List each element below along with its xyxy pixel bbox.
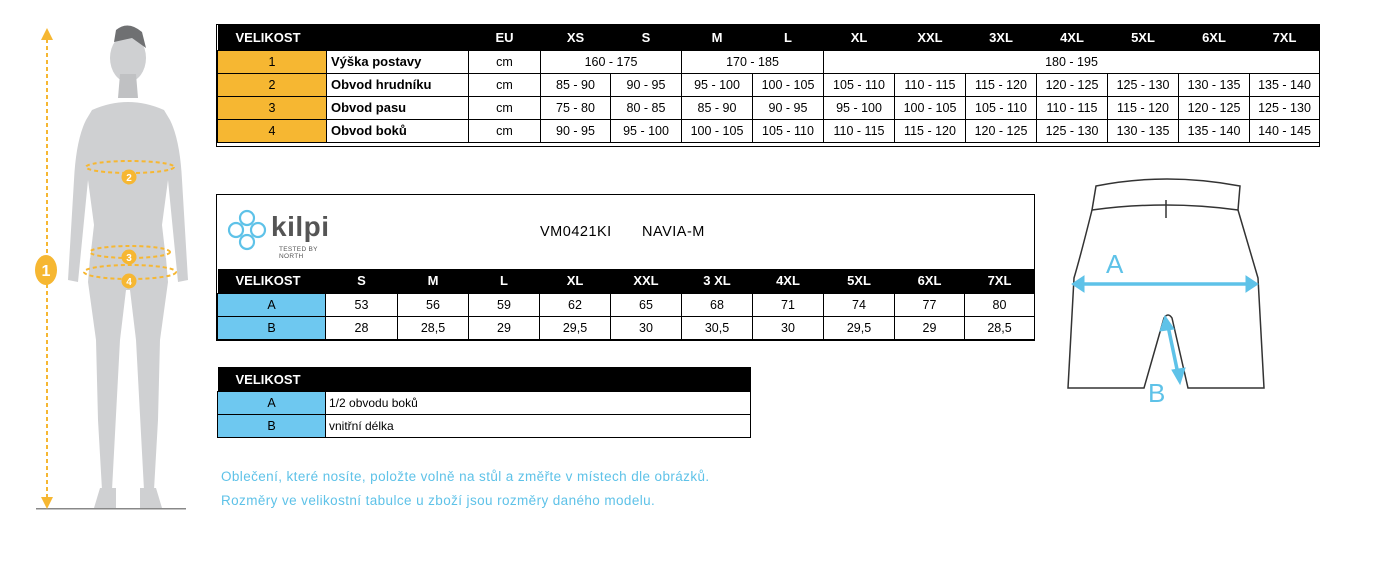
table-cell: 30 bbox=[611, 316, 682, 339]
header-size: M bbox=[398, 269, 469, 293]
marker-4 bbox=[122, 274, 137, 289]
row-label: B bbox=[218, 415, 326, 438]
size-table-header bbox=[218, 25, 1320, 50]
product-name: NAVIA-M bbox=[642, 224, 705, 240]
table-cell: 95 - 100 bbox=[682, 73, 753, 96]
header-size-3xl: 3XL bbox=[966, 25, 1037, 50]
table-cell: 56 bbox=[398, 293, 469, 316]
table-cell: 85 - 90 bbox=[541, 73, 611, 96]
table-cell: 110 - 115 bbox=[1037, 96, 1108, 119]
row-number: 1 bbox=[218, 50, 327, 73]
table-cell: 100 - 105 bbox=[895, 96, 966, 119]
header-velikost: VELIKOST bbox=[218, 269, 326, 293]
table-cell: 65 bbox=[611, 293, 682, 316]
shorts-diagram bbox=[1060, 178, 1270, 408]
header-size: 6XL bbox=[895, 269, 965, 293]
header-size: XXL bbox=[611, 269, 682, 293]
table-cell: 135 - 140 bbox=[1250, 73, 1320, 96]
row-unit: cm bbox=[469, 73, 541, 96]
table-cell: 130 - 135 bbox=[1179, 73, 1250, 96]
table-cell: 120 - 125 bbox=[966, 119, 1037, 142]
table-cell: 59 bbox=[469, 293, 540, 316]
product-size-table bbox=[217, 269, 1035, 340]
table-cell: 125 - 130 bbox=[1250, 96, 1320, 119]
header-size-xs: XS bbox=[541, 25, 611, 50]
table-cell: 120 - 125 bbox=[1179, 96, 1250, 119]
table-cell: 74 bbox=[824, 293, 895, 316]
table-cell: 110 - 115 bbox=[824, 119, 895, 142]
table-cell: 53 bbox=[326, 293, 398, 316]
table-cell: 100 - 105 bbox=[753, 73, 824, 96]
table-cell: 115 - 120 bbox=[966, 73, 1037, 96]
row-label: Obvod hrudníku bbox=[327, 73, 469, 96]
header-size-l: L bbox=[753, 25, 824, 50]
marker-2 bbox=[122, 170, 137, 185]
table-cell: 170 - 185 bbox=[682, 50, 824, 73]
row-unit: cm bbox=[469, 50, 541, 73]
table-cell: 120 - 125 bbox=[1037, 73, 1108, 96]
row-unit: cm bbox=[469, 119, 541, 142]
header-size-7xl: 7XL bbox=[1250, 25, 1320, 50]
product-code: VM0421KI bbox=[540, 224, 612, 240]
legend-table bbox=[217, 367, 751, 438]
row-label: B bbox=[218, 316, 326, 339]
header-size-4xl: 4XL bbox=[1037, 25, 1108, 50]
table-cell: 95 - 100 bbox=[611, 119, 682, 142]
table-cell: 90 - 95 bbox=[611, 73, 682, 96]
table-row bbox=[218, 96, 1320, 119]
body-measurement-figure bbox=[20, 20, 200, 515]
table-cell: 125 - 130 bbox=[1108, 73, 1179, 96]
header-size: 4XL bbox=[753, 269, 824, 293]
table-cell: 80 - 85 bbox=[611, 96, 682, 119]
header-velikost: VELIKOST bbox=[218, 25, 327, 50]
size-table bbox=[217, 25, 1320, 143]
row-label: A bbox=[218, 293, 326, 316]
table-cell: 115 - 120 bbox=[895, 119, 966, 142]
row-description: 1/2 obvodu boků bbox=[326, 392, 751, 415]
marker-4-label: 4 bbox=[126, 277, 132, 288]
shorts-label-a: A bbox=[1106, 249, 1124, 279]
table-cell: 77 bbox=[895, 293, 965, 316]
table-cell: 140 - 145 bbox=[1250, 119, 1320, 142]
kilpi-logo bbox=[225, 205, 335, 259]
brand-name: kilpi bbox=[271, 211, 330, 242]
table-cell: 90 - 95 bbox=[753, 96, 824, 119]
header-size: L bbox=[469, 269, 540, 293]
table-cell: 105 - 110 bbox=[753, 119, 824, 142]
table-cell: 160 - 175 bbox=[541, 50, 682, 73]
table-cell: 30 bbox=[753, 316, 824, 339]
table-cell: 105 - 110 bbox=[824, 73, 895, 96]
marker-3-label: 3 bbox=[126, 253, 132, 264]
note-line-2: Rozměry ve velikostní tabulce u zboží jsou rozměry daného modelu. bbox=[221, 493, 656, 508]
table-row bbox=[218, 73, 1320, 96]
row-label: Obvod pasu bbox=[327, 96, 469, 119]
marker-2-label: 2 bbox=[126, 173, 132, 184]
table-cell: 28,5 bbox=[398, 316, 469, 339]
row-number: 4 bbox=[218, 119, 327, 142]
table-cell: 62 bbox=[540, 293, 611, 316]
header-size: 5XL bbox=[824, 269, 895, 293]
header-size-xxl: XXL bbox=[895, 25, 966, 50]
note-line-1: Oblečení, které nosíte, položte volně na stůl a změřte v místech dle obrázků. bbox=[221, 469, 710, 484]
brand-tagline: TESTED BY NORTH bbox=[279, 246, 318, 260]
header-size-m: M bbox=[682, 25, 753, 50]
header-velikost: VELIKOST bbox=[218, 367, 751, 392]
marker-1 bbox=[35, 255, 57, 285]
table-cell: 29,5 bbox=[824, 316, 895, 339]
header-eu: EU bbox=[469, 25, 541, 50]
table-row bbox=[218, 293, 1035, 316]
marker-1-label: 1 bbox=[41, 263, 51, 280]
table-cell: 28,5 bbox=[965, 316, 1035, 339]
table-cell: 105 - 110 bbox=[966, 96, 1037, 119]
table-row bbox=[218, 316, 1035, 339]
table-cell: 90 - 95 bbox=[541, 119, 611, 142]
table-cell: 95 - 100 bbox=[824, 96, 895, 119]
table-row bbox=[218, 119, 1320, 142]
header-size-s: S bbox=[611, 25, 682, 50]
shorts-label-b: B bbox=[1148, 378, 1166, 408]
header-blank bbox=[327, 25, 469, 50]
table-row bbox=[218, 415, 751, 438]
table-cell: 68 bbox=[682, 293, 753, 316]
table-cell: 80 bbox=[965, 293, 1035, 316]
header-size-xl: XL bbox=[824, 25, 895, 50]
header-size-5xl: 5XL bbox=[1108, 25, 1179, 50]
table-cell: 71 bbox=[753, 293, 824, 316]
table-cell: 29 bbox=[469, 316, 540, 339]
table-cell: 75 - 80 bbox=[541, 96, 611, 119]
table-cell: 28 bbox=[326, 316, 398, 339]
table-cell: 115 - 120 bbox=[1108, 96, 1179, 119]
legend-table-header bbox=[218, 367, 751, 392]
row-label: A bbox=[218, 392, 326, 415]
row-label: Obvod boků bbox=[327, 119, 469, 142]
table-cell: 110 - 115 bbox=[895, 73, 966, 96]
row-number: 3 bbox=[218, 96, 327, 119]
table-cell: 100 - 105 bbox=[682, 119, 753, 142]
marker-3 bbox=[122, 250, 137, 265]
table-row bbox=[218, 50, 1320, 73]
row-unit: cm bbox=[469, 96, 541, 119]
header-size: 7XL bbox=[965, 269, 1035, 293]
table-cell: 30,5 bbox=[682, 316, 753, 339]
knot-icon bbox=[225, 207, 269, 253]
table-cell: 85 - 90 bbox=[682, 96, 753, 119]
table-cell: 29,5 bbox=[540, 316, 611, 339]
product-table-header bbox=[218, 269, 1035, 293]
header-size-6xl: 6XL bbox=[1179, 25, 1250, 50]
header-size: 3 XL bbox=[682, 269, 753, 293]
row-number: 2 bbox=[218, 73, 327, 96]
table-cell: 130 - 135 bbox=[1108, 119, 1179, 142]
table-cell: 29 bbox=[895, 316, 965, 339]
table-cell: 125 - 130 bbox=[1037, 119, 1108, 142]
table-cell: 135 - 140 bbox=[1179, 119, 1250, 142]
row-label: Výška postavy bbox=[327, 50, 469, 73]
table-row bbox=[218, 392, 751, 415]
table-cell: 180 - 195 bbox=[824, 50, 1320, 73]
row-description: vnitřní délka bbox=[326, 415, 751, 438]
header-size: S bbox=[326, 269, 398, 293]
header-size: XL bbox=[540, 269, 611, 293]
